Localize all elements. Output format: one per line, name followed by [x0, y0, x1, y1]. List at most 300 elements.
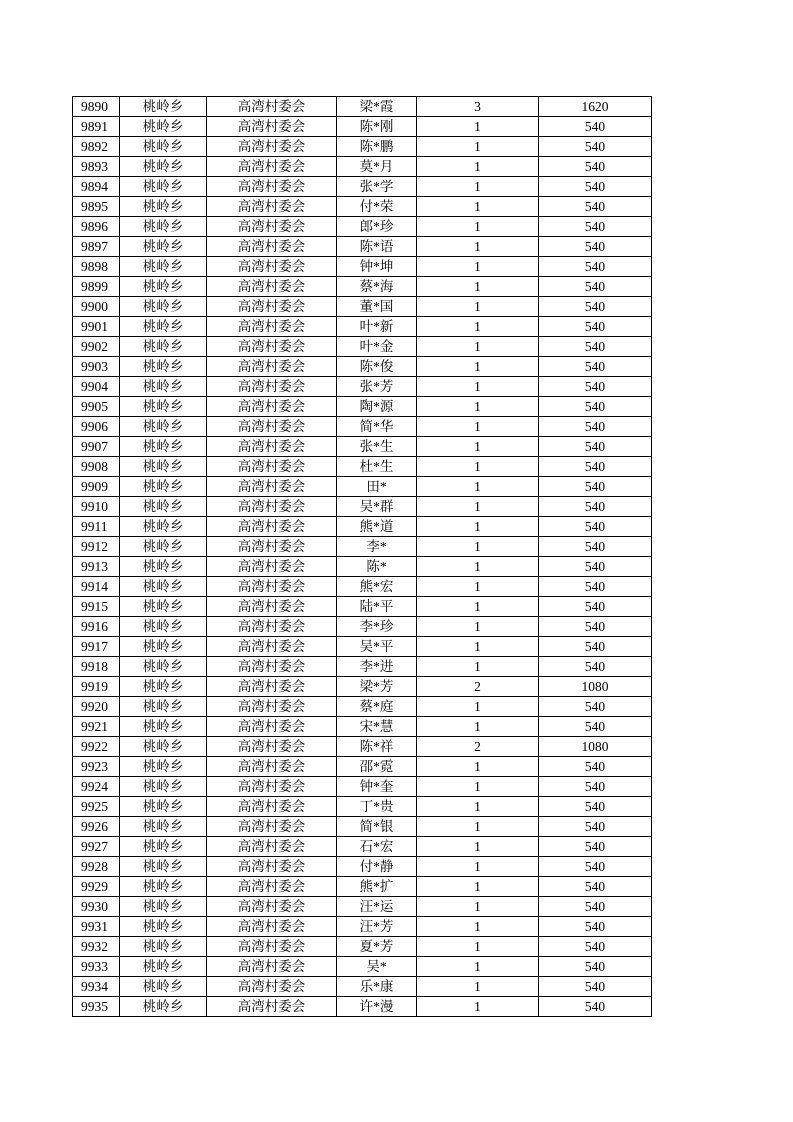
row-number-cell: 9893: [73, 157, 120, 177]
row-number-cell: 9901: [73, 317, 120, 337]
row-number-cell: 9926: [73, 817, 120, 837]
table-row: [73, 457, 652, 477]
count-cell: 1: [417, 137, 539, 157]
count-cell: 1: [417, 837, 539, 857]
table-row: [73, 497, 652, 517]
name-cell: 付*静: [337, 857, 417, 877]
row-number-cell: 9897: [73, 237, 120, 257]
amount-cell: 540: [539, 417, 652, 437]
village-committee-cell: 高湾村委会: [207, 477, 337, 497]
name-cell: 宋*慧: [337, 717, 417, 737]
row-number-cell: 9890: [73, 97, 120, 117]
count-cell: 1: [417, 857, 539, 877]
row-number-cell: 9929: [73, 877, 120, 897]
village-committee-cell: 高湾村委会: [207, 537, 337, 557]
row-number-cell: 9912: [73, 537, 120, 557]
row-number-cell: 9898: [73, 257, 120, 277]
township-cell: 桃岭乡: [120, 557, 207, 577]
village-committee-cell: 高湾村委会: [207, 97, 337, 117]
count-cell: 1: [417, 757, 539, 777]
amount-cell: 1620: [539, 97, 652, 117]
village-committee-cell: 高湾村委会: [207, 297, 337, 317]
count-cell: 1: [417, 877, 539, 897]
village-committee-cell: 高湾村委会: [207, 677, 337, 697]
amount-cell: 540: [539, 157, 652, 177]
name-cell: 熊*扩: [337, 877, 417, 897]
table-row: [73, 137, 652, 157]
count-cell: 1: [417, 777, 539, 797]
name-cell: 李*进: [337, 657, 417, 677]
amount-cell: 540: [539, 477, 652, 497]
township-cell: 桃岭乡: [120, 577, 207, 597]
table-row: [73, 637, 652, 657]
township-cell: 桃岭乡: [120, 377, 207, 397]
amount-cell: 540: [539, 877, 652, 897]
amount-cell: 540: [539, 757, 652, 777]
village-committee-cell: 高湾村委会: [207, 577, 337, 597]
village-committee-cell: 高湾村委会: [207, 917, 337, 937]
row-number-cell: 9919: [73, 677, 120, 697]
amount-cell: 540: [539, 237, 652, 257]
name-cell: 叶*金: [337, 337, 417, 357]
village-committee-cell: 高湾村委会: [207, 177, 337, 197]
table-row: [73, 837, 652, 857]
township-cell: 桃岭乡: [120, 777, 207, 797]
count-cell: 1: [417, 397, 539, 417]
row-number-cell: 9921: [73, 717, 120, 737]
village-committee-cell: 高湾村委会: [207, 277, 337, 297]
township-cell: 桃岭乡: [120, 957, 207, 977]
name-cell: 陈*鹏: [337, 137, 417, 157]
amount-cell: 540: [539, 117, 652, 137]
table-row: [73, 797, 652, 817]
row-number-cell: 9903: [73, 357, 120, 377]
name-cell: 吴*群: [337, 497, 417, 517]
table-row: [73, 417, 652, 437]
amount-cell: 540: [539, 597, 652, 617]
village-committee-cell: 高湾村委会: [207, 937, 337, 957]
amount-cell: 540: [539, 697, 652, 717]
name-cell: 简*华: [337, 417, 417, 437]
village-committee-cell: 高湾村委会: [207, 797, 337, 817]
count-cell: 1: [417, 157, 539, 177]
count-cell: 1: [417, 277, 539, 297]
village-committee-cell: 高湾村委会: [207, 657, 337, 677]
row-number-cell: 9924: [73, 777, 120, 797]
amount-cell: 540: [539, 717, 652, 737]
table-row: [73, 277, 652, 297]
row-number-cell: 9917: [73, 637, 120, 657]
table-row: [73, 317, 652, 337]
amount-cell: 540: [539, 517, 652, 537]
amount-cell: 540: [539, 177, 652, 197]
township-cell: 桃岭乡: [120, 117, 207, 137]
table-row: [73, 117, 652, 137]
row-number-cell: 9894: [73, 177, 120, 197]
count-cell: 2: [417, 737, 539, 757]
village-committee-cell: 高湾村委会: [207, 197, 337, 217]
count-cell: 1: [417, 237, 539, 257]
township-cell: 桃岭乡: [120, 157, 207, 177]
village-committee-cell: 高湾村委会: [207, 997, 337, 1017]
count-cell: 1: [417, 577, 539, 597]
village-committee-cell: 高湾村委会: [207, 357, 337, 377]
count-cell: 1: [417, 417, 539, 437]
village-committee-cell: 高湾村委会: [207, 517, 337, 537]
township-cell: 桃岭乡: [120, 317, 207, 337]
row-number-cell: 9915: [73, 597, 120, 617]
table-row: [73, 697, 652, 717]
village-committee-cell: 高湾村委会: [207, 637, 337, 657]
table-row: [73, 537, 652, 557]
name-cell: 蔡*庭: [337, 697, 417, 717]
village-committee-cell: 高湾村委会: [207, 397, 337, 417]
amount-cell: 540: [539, 817, 652, 837]
name-cell: 吴*平: [337, 637, 417, 657]
village-committee-cell: 高湾村委会: [207, 757, 337, 777]
amount-cell: 540: [539, 577, 652, 597]
count-cell: 1: [417, 897, 539, 917]
name-cell: 李*: [337, 537, 417, 557]
township-cell: 桃岭乡: [120, 637, 207, 657]
table-row: [73, 717, 652, 737]
name-cell: 简*银: [337, 817, 417, 837]
count-cell: 1: [417, 917, 539, 937]
township-cell: 桃岭乡: [120, 677, 207, 697]
amount-cell: 540: [539, 197, 652, 217]
amount-cell: 540: [539, 657, 652, 677]
table-row: [73, 237, 652, 257]
village-committee-cell: 高湾村委会: [207, 957, 337, 977]
row-number-cell: 9908: [73, 457, 120, 477]
amount-cell: 540: [539, 357, 652, 377]
table-row: [73, 577, 652, 597]
township-cell: 桃岭乡: [120, 297, 207, 317]
amount-cell: 540: [539, 917, 652, 937]
table-row: [73, 437, 652, 457]
amount-cell: 540: [539, 837, 652, 857]
row-number-cell: 9931: [73, 917, 120, 937]
village-committee-cell: 高湾村委会: [207, 157, 337, 177]
name-cell: 田*: [337, 477, 417, 497]
amount-cell: 540: [539, 777, 652, 797]
township-cell: 桃岭乡: [120, 217, 207, 237]
amount-cell: 540: [539, 997, 652, 1017]
table-row: [73, 597, 652, 617]
table-row: [73, 477, 652, 497]
township-cell: 桃岭乡: [120, 437, 207, 457]
amount-cell: 540: [539, 437, 652, 457]
township-cell: 桃岭乡: [120, 537, 207, 557]
count-cell: 1: [417, 317, 539, 337]
row-number-cell: 9891: [73, 117, 120, 137]
row-number-cell: 9899: [73, 277, 120, 297]
village-committee-cell: 高湾村委会: [207, 717, 337, 737]
table-row: [73, 297, 652, 317]
township-cell: 桃岭乡: [120, 457, 207, 477]
amount-cell: 540: [539, 397, 652, 417]
village-committee-cell: 高湾村委会: [207, 237, 337, 257]
row-number-cell: 9905: [73, 397, 120, 417]
row-number-cell: 9934: [73, 977, 120, 997]
name-cell: 许*漫: [337, 997, 417, 1017]
township-cell: 桃岭乡: [120, 517, 207, 537]
amount-cell: 540: [539, 257, 652, 277]
name-cell: 石*宏: [337, 837, 417, 857]
name-cell: 张*生: [337, 437, 417, 457]
row-number-cell: 9914: [73, 577, 120, 597]
count-cell: 1: [417, 537, 539, 557]
name-cell: 杜*生: [337, 457, 417, 477]
name-cell: 叶*新: [337, 317, 417, 337]
table-row: [73, 957, 652, 977]
village-committee-cell: 高湾村委会: [207, 737, 337, 757]
township-cell: 桃岭乡: [120, 417, 207, 437]
table-row: [73, 377, 652, 397]
amount-cell: 540: [539, 637, 652, 657]
name-cell: 莫*月: [337, 157, 417, 177]
count-cell: 1: [417, 217, 539, 237]
table-row: [73, 997, 652, 1017]
table-row: [73, 197, 652, 217]
row-number-cell: 9923: [73, 757, 120, 777]
village-committee-cell: 高湾村委会: [207, 817, 337, 837]
table-row: [73, 357, 652, 377]
name-cell: 董*国: [337, 297, 417, 317]
village-committee-cell: 高湾村委会: [207, 617, 337, 637]
name-cell: 钟*坤: [337, 257, 417, 277]
count-cell: 1: [417, 977, 539, 997]
row-number-cell: 9895: [73, 197, 120, 217]
count-cell: 1: [417, 617, 539, 637]
village-committee-cell: 高湾村委会: [207, 337, 337, 357]
village-committee-cell: 高湾村委会: [207, 497, 337, 517]
name-cell: 陈*祥: [337, 737, 417, 757]
table-row: [73, 917, 652, 937]
name-cell: 吴*: [337, 957, 417, 977]
name-cell: 陈*刚: [337, 117, 417, 137]
amount-cell: 540: [539, 957, 652, 977]
count-cell: 2: [417, 677, 539, 697]
township-cell: 桃岭乡: [120, 817, 207, 837]
count-cell: 1: [417, 437, 539, 457]
row-number-cell: 9909: [73, 477, 120, 497]
township-cell: 桃岭乡: [120, 197, 207, 217]
table-row: [73, 157, 652, 177]
count-cell: 1: [417, 797, 539, 817]
township-cell: 桃岭乡: [120, 997, 207, 1017]
amount-cell: 540: [539, 317, 652, 337]
table-row: [73, 97, 652, 117]
table-row: [73, 257, 652, 277]
amount-cell: 540: [539, 497, 652, 517]
row-number-cell: 9906: [73, 417, 120, 437]
count-cell: 1: [417, 457, 539, 477]
name-cell: 夏*芳: [337, 937, 417, 957]
table-row: [73, 757, 652, 777]
village-committee-cell: 高湾村委会: [207, 437, 337, 457]
name-cell: 熊*道: [337, 517, 417, 537]
village-committee-cell: 高湾村委会: [207, 877, 337, 897]
amount-cell: 540: [539, 277, 652, 297]
township-cell: 桃岭乡: [120, 277, 207, 297]
table-row: [73, 817, 652, 837]
name-cell: 熊*宏: [337, 577, 417, 597]
township-cell: 桃岭乡: [120, 177, 207, 197]
name-cell: 乐*康: [337, 977, 417, 997]
name-cell: 蔡*海: [337, 277, 417, 297]
name-cell: 陈*语: [337, 237, 417, 257]
name-cell: 钟*奎: [337, 777, 417, 797]
township-cell: 桃岭乡: [120, 797, 207, 817]
township-cell: 桃岭乡: [120, 617, 207, 637]
table-row: [73, 857, 652, 877]
count-cell: 3: [417, 97, 539, 117]
village-committee-cell: 高湾村委会: [207, 777, 337, 797]
amount-cell: 540: [539, 557, 652, 577]
amount-cell: 540: [539, 857, 652, 877]
count-cell: 1: [417, 177, 539, 197]
amount-cell: 540: [539, 537, 652, 557]
table-row: [73, 937, 652, 957]
count-cell: 1: [417, 957, 539, 977]
count-cell: 1: [417, 557, 539, 577]
table-row: [73, 557, 652, 577]
township-cell: 桃岭乡: [120, 237, 207, 257]
row-number-cell: 9927: [73, 837, 120, 857]
township-cell: 桃岭乡: [120, 397, 207, 417]
row-number-cell: 9900: [73, 297, 120, 317]
name-cell: 张*芳: [337, 377, 417, 397]
village-committee-cell: 高湾村委会: [207, 417, 337, 437]
table-row: [73, 217, 652, 237]
township-cell: 桃岭乡: [120, 897, 207, 917]
name-cell: 梁*芳: [337, 677, 417, 697]
name-cell: 陈*: [337, 557, 417, 577]
village-committee-cell: 高湾村委会: [207, 217, 337, 237]
name-cell: 梁*霞: [337, 97, 417, 117]
amount-cell: 540: [539, 297, 652, 317]
amount-cell: 540: [539, 137, 652, 157]
village-committee-cell: 高湾村委会: [207, 897, 337, 917]
row-number-cell: 9918: [73, 657, 120, 677]
township-cell: 桃岭乡: [120, 837, 207, 857]
table-row: [73, 517, 652, 537]
table-row: [73, 677, 652, 697]
table-row: [73, 617, 652, 637]
village-committee-cell: 高湾村委会: [207, 377, 337, 397]
village-committee-cell: 高湾村委会: [207, 457, 337, 477]
table-row: [73, 397, 652, 417]
township-cell: 桃岭乡: [120, 477, 207, 497]
table-row: [73, 657, 652, 677]
row-number-cell: 9920: [73, 697, 120, 717]
table-row: [73, 977, 652, 997]
township-cell: 桃岭乡: [120, 857, 207, 877]
township-cell: 桃岭乡: [120, 917, 207, 937]
count-cell: 1: [417, 497, 539, 517]
township-cell: 桃岭乡: [120, 977, 207, 997]
name-cell: 郎*珍: [337, 217, 417, 237]
township-cell: 桃岭乡: [120, 597, 207, 617]
row-number-cell: 9935: [73, 997, 120, 1017]
village-committee-cell: 高湾村委会: [207, 557, 337, 577]
name-cell: 汪*芳: [337, 917, 417, 937]
name-cell: 陆*平: [337, 597, 417, 617]
amount-cell: 540: [539, 377, 652, 397]
name-cell: 张*学: [337, 177, 417, 197]
amount-cell: 540: [539, 897, 652, 917]
village-committee-cell: 高湾村委会: [207, 117, 337, 137]
count-cell: 1: [417, 517, 539, 537]
subsidy-table: [72, 96, 652, 1017]
amount-cell: 1080: [539, 737, 652, 757]
row-number-cell: 9911: [73, 517, 120, 537]
table-row: [73, 337, 652, 357]
amount-cell: 540: [539, 617, 652, 637]
village-committee-cell: 高湾村委会: [207, 137, 337, 157]
row-number-cell: 9930: [73, 897, 120, 917]
amount-cell: 540: [539, 217, 652, 237]
count-cell: 1: [417, 337, 539, 357]
row-number-cell: 9916: [73, 617, 120, 637]
township-cell: 桃岭乡: [120, 717, 207, 737]
table-row: [73, 877, 652, 897]
village-committee-cell: 高湾村委会: [207, 317, 337, 337]
name-cell: 邵*霓: [337, 757, 417, 777]
name-cell: 李*珍: [337, 617, 417, 637]
count-cell: 1: [417, 297, 539, 317]
count-cell: 1: [417, 997, 539, 1017]
row-number-cell: 9922: [73, 737, 120, 757]
name-cell: 付*荣: [337, 197, 417, 217]
township-cell: 桃岭乡: [120, 757, 207, 777]
table-row: [73, 177, 652, 197]
village-committee-cell: 高湾村委会: [207, 857, 337, 877]
township-cell: 桃岭乡: [120, 937, 207, 957]
count-cell: 1: [417, 257, 539, 277]
village-committee-cell: 高湾村委会: [207, 597, 337, 617]
name-cell: 汪*运: [337, 897, 417, 917]
name-cell: 丁*贵: [337, 797, 417, 817]
township-cell: 桃岭乡: [120, 337, 207, 357]
table-row: [73, 777, 652, 797]
township-cell: 桃岭乡: [120, 137, 207, 157]
township-cell: 桃岭乡: [120, 877, 207, 897]
row-number-cell: 9913: [73, 557, 120, 577]
row-number-cell: 9902: [73, 337, 120, 357]
table-body: [73, 97, 652, 1017]
village-committee-cell: 高湾村委会: [207, 977, 337, 997]
amount-cell: 540: [539, 977, 652, 997]
name-cell: 陶*源: [337, 397, 417, 417]
count-cell: 1: [417, 637, 539, 657]
amount-cell: 540: [539, 937, 652, 957]
count-cell: 1: [417, 117, 539, 137]
township-cell: 桃岭乡: [120, 257, 207, 277]
amount-cell: 1080: [539, 677, 652, 697]
table-row: [73, 897, 652, 917]
count-cell: 1: [417, 377, 539, 397]
amount-cell: 540: [539, 457, 652, 477]
count-cell: 1: [417, 717, 539, 737]
village-committee-cell: 高湾村委会: [207, 697, 337, 717]
amount-cell: 540: [539, 797, 652, 817]
township-cell: 桃岭乡: [120, 97, 207, 117]
row-number-cell: 9925: [73, 797, 120, 817]
row-number-cell: 9933: [73, 957, 120, 977]
township-cell: 桃岭乡: [120, 697, 207, 717]
